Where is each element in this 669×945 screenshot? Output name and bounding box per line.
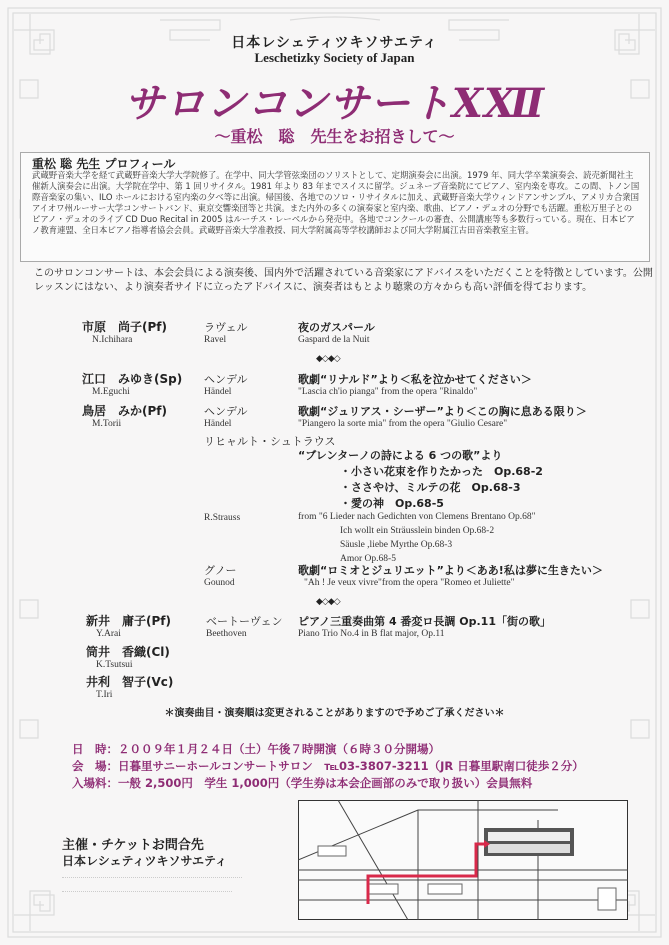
profile-box (20, 152, 650, 262)
section-divider: ◆◇◆◇ (316, 597, 340, 607)
composer-romaji: Beethoven (206, 629, 247, 639)
contact-organization: 日本レシェティツキソサエティ (62, 854, 228, 868)
event-fee: 入場料：一般 2,500円 学生 1,000円（学生券は本会企画部のみで取り扱い）会員無料 (72, 776, 533, 790)
work-title: 歌劇“リナルド”より＜私を泣かせてください＞ (298, 373, 532, 386)
performer-romaji: M.Eguchi (92, 387, 130, 397)
composer-romaji: Gounod (204, 578, 235, 588)
section-divider: ◆◇◆◇ (316, 354, 340, 364)
organizer-name-en: Leschetizky Society of Japan (254, 50, 415, 65)
concert-subtitle: ～重松 聡 先生をお招きして～ (214, 127, 455, 146)
work-title: “ブレンターノの詩による 6 つの歌”より (298, 449, 503, 462)
performer-name: 筒井 香織(Cl) (86, 645, 170, 659)
performer-name: 新井 庸子(Pf) (86, 614, 171, 628)
event-date: 日 時：２００９年１月２４日（土）午後７時開演（６時３０分開場） (72, 742, 440, 756)
performer-romaji: T.Iri (96, 690, 113, 700)
composer-romaji: Händel (204, 419, 232, 429)
composer-name: ラヴェル (204, 321, 248, 334)
organizer-name-ja: 日本レシェティツキソサエティ (231, 35, 438, 51)
performer-name: 市原 尚子(Pf) (82, 320, 167, 334)
composer-romaji: Händel (204, 387, 232, 397)
contact-heading: 主催・チケットお問合先 (62, 838, 204, 853)
composer-name: グノー (204, 564, 237, 577)
song-title: ・ささやけ、ミルテの花 Op.68-3 (340, 481, 521, 494)
work-title: 夜のガスパール (298, 321, 375, 334)
performer-name: 江口 みゆき(Sp) (82, 372, 183, 386)
song-title-en: Amor Op.68-5 (340, 554, 396, 564)
event-venue: 会 場：日暮里サニーホールコンサートサロン ℡03-3807-3211（JR 日暮里駅南口徒歩２分） (72, 759, 584, 773)
performer-name: 井利 智子(Vc) (86, 675, 174, 689)
work-title: 歌劇“ロミオとジュリエット”より＜ああ!私は夢に生きたい＞ (298, 564, 603, 577)
work-title-en: "Lascia ch'io pianga" from the opera "Rinaldo" (298, 387, 478, 397)
performer-romaji: Y.Arai (96, 629, 121, 639)
venue-map (298, 800, 628, 920)
song-title-en: Säusle ,liebe Myrthe Op.68-3 (340, 540, 453, 550)
work-title-en: from "6 Lieder nach Gedichten von Clemens Brentano Op.68" (298, 512, 536, 522)
composer-romaji: R.Strauss (204, 513, 241, 523)
contact-details-faded (62, 872, 242, 892)
program-change-note: ＊演奏曲目・演奏順は変更されることがありますので予めご了承ください＊ (164, 708, 505, 719)
performer-romaji: K.Tsutsui (96, 660, 133, 670)
work-title: ピアノ三重奏曲第 4 番変ロ長調 Op.11「街の歌」 (298, 615, 551, 628)
work-title-en: "Ah ! Je veux vivre"from the opera "Romeo et Juliette" (304, 578, 515, 588)
work-title-en: Piano Trio No.4 in B flat major, Op.11 (298, 629, 445, 639)
composer-name: ヘンデル (204, 373, 248, 386)
composer-name: ベートーヴェン (206, 615, 283, 628)
performer-name: 鳥居 みか(Pf) (82, 404, 167, 418)
profile-heading: 重松 聡 先生 プロフィール (32, 157, 176, 171)
work-title-en: Gaspard de la Nuit (298, 335, 370, 345)
song-title-en: Ich wollt ein Sträusslein binden Op.68-2 (340, 526, 495, 536)
composer-romaji: Ravel (204, 335, 227, 345)
composer-name: リヒャルト・シュトラウス (204, 435, 336, 448)
song-title: ・愛の神 Op.68-5 (340, 497, 444, 510)
performer-romaji: N.Ichihara (92, 335, 133, 345)
intro-text: このサロンコンサートは、本会会員による演奏後、国内外で活躍されている音楽家にアドバイスをいただくことを特徴としています。公開レッスンにはない、より演奏者サイドに立ったアドバイスに、演奏者はもとより聴衆の方々からも高い評価を得ております。 (34, 268, 653, 293)
work-title: 歌劇“ジュリアス・シーザー”より＜この胸に息ある限り＞ (298, 405, 587, 418)
concert-title: サロンコンサートⅩⅫ (123, 80, 546, 127)
work-title-en: "Piangero la sorte mia" from the opera "Giulio Cesare" (298, 419, 508, 429)
composer-name: ヘンデル (204, 405, 248, 418)
performer-romaji: M.Torii (92, 419, 122, 429)
profile-body: 武蔵野音楽大学を経て武蔵野音楽大学大学院修了。在学中、同大学管弦楽団のソリストとして、定期演奏会に出演。1979 年、同大学卒業演奏会、読売新聞社主催新人演奏会に出演。大学院在学中、第 1 回リサイタル。1981 年より 83 年までスイスに留学。ジュネーブ音楽院にてピアノ、室内楽を専攻。この間、トノン国際音楽家の集い、ILO ホールにおける室内楽の夕べ等に出演。帰国後、各地でのソロ・リサイタルに加え、武蔵野音楽大学ウィンドアンサンブル、アメリカ合衆国アイオワ州ルーサー大学コンサートバンド、東京交響楽団等と共演。また内外の多くの演奏家と室内楽、歌曲、ピアノ・デュオの分野でも活躍。重松万里子とのピアノ・デュオのライブ CD Duo Recital in 2005 はルーチス・レーベルから発売中。各地でコンクールの審査、公開講座等も多数行っている。現在、日本ピアノ教育連盟、全日本ピアノ指導者協会会員。武蔵野音楽大学准教授、同大学附属高等学校講師および同大学附属江古田音楽教室主管。 (32, 170, 640, 235)
song-title: ・小さい花束を作りたかった Op.68-2 (340, 465, 543, 478)
